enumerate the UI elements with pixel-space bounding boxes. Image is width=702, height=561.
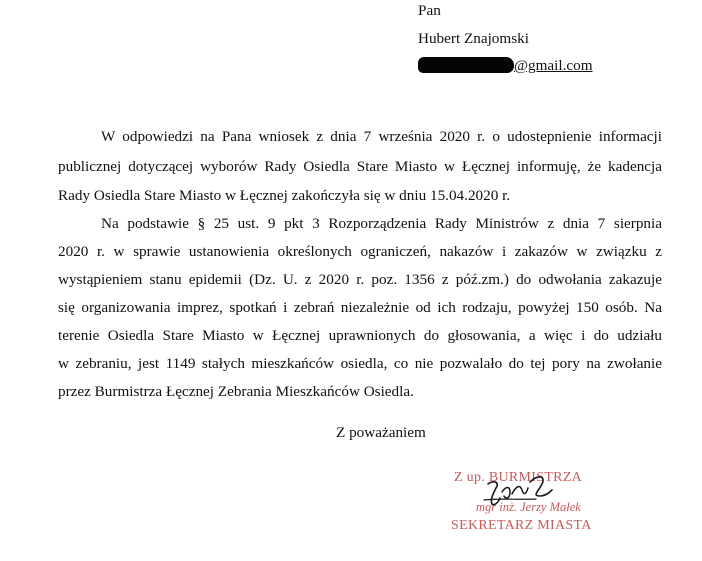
- paragraph2-line7: przez Burmistrza Łęcznej Zebrania Mieszkańców Osiedla.: [58, 383, 414, 400]
- redacted-email-mark: [418, 57, 514, 73]
- stamp-line2: mgr inż. Jerzy Małek: [476, 500, 581, 514]
- paragraph2-line1: Na podstawie § 25 ust. 9 pkt 3 Rozporządzenia Rady Ministrów z dnia 7 sierpnia: [101, 215, 662, 232]
- stamp-line1: Z up. BURMISTRZA: [454, 470, 583, 485]
- paragraph2-line6: w zebraniu, jest 1149 stałych mieszkańców osiedla, co nie pozwalało do tej pory na zwołanie: [58, 355, 662, 372]
- handwritten-signature: [480, 470, 560, 510]
- paragraph1-line2: publicznej dotyczącej wyborów Rady Osiedla Stare Miasto w Łęcznej informuję, że kadencja: [58, 158, 662, 175]
- paragraph2-line3: wystąpieniem stanu epidemii (Dz. U. z 2020 r. poz. 1356 z póź.zm.) do odwołania zakazuje: [58, 271, 662, 288]
- addressee-salutation: Pan: [418, 2, 441, 19]
- addressee-email: @gmail.com: [514, 57, 593, 74]
- paragraph1-line1: W odpowiedzi na Pana wniosek z dnia 7 września 2020 r. o udostepnienie informacji: [101, 128, 662, 145]
- paragraph1-line3: Rady Osiedla Stare Miasto w Łęcznej zakończyła się w dniu 15.04.2020 r.: [58, 187, 511, 204]
- paragraph2-line4: się organizowania imprez, spotkań i zebrań niezależnie od ich rodzaju, powyżej 150 osób. Na: [58, 299, 662, 316]
- stamp-line3: SEKRETARZ MIASTA: [451, 518, 592, 533]
- paragraph2-line2: 2020 r. w sprawie ustanowienia określonych ograniczeń, nakazów i zakazów w związku z: [58, 243, 662, 260]
- paragraph2-line5: terenie Osiedla Stare Miasto w Łęcznej uprawnionych do głosowania, a więc i do udziału: [58, 327, 662, 344]
- closing-greeting: Z poważaniem: [336, 424, 426, 441]
- addressee-name: Hubert Znajomski: [418, 30, 529, 47]
